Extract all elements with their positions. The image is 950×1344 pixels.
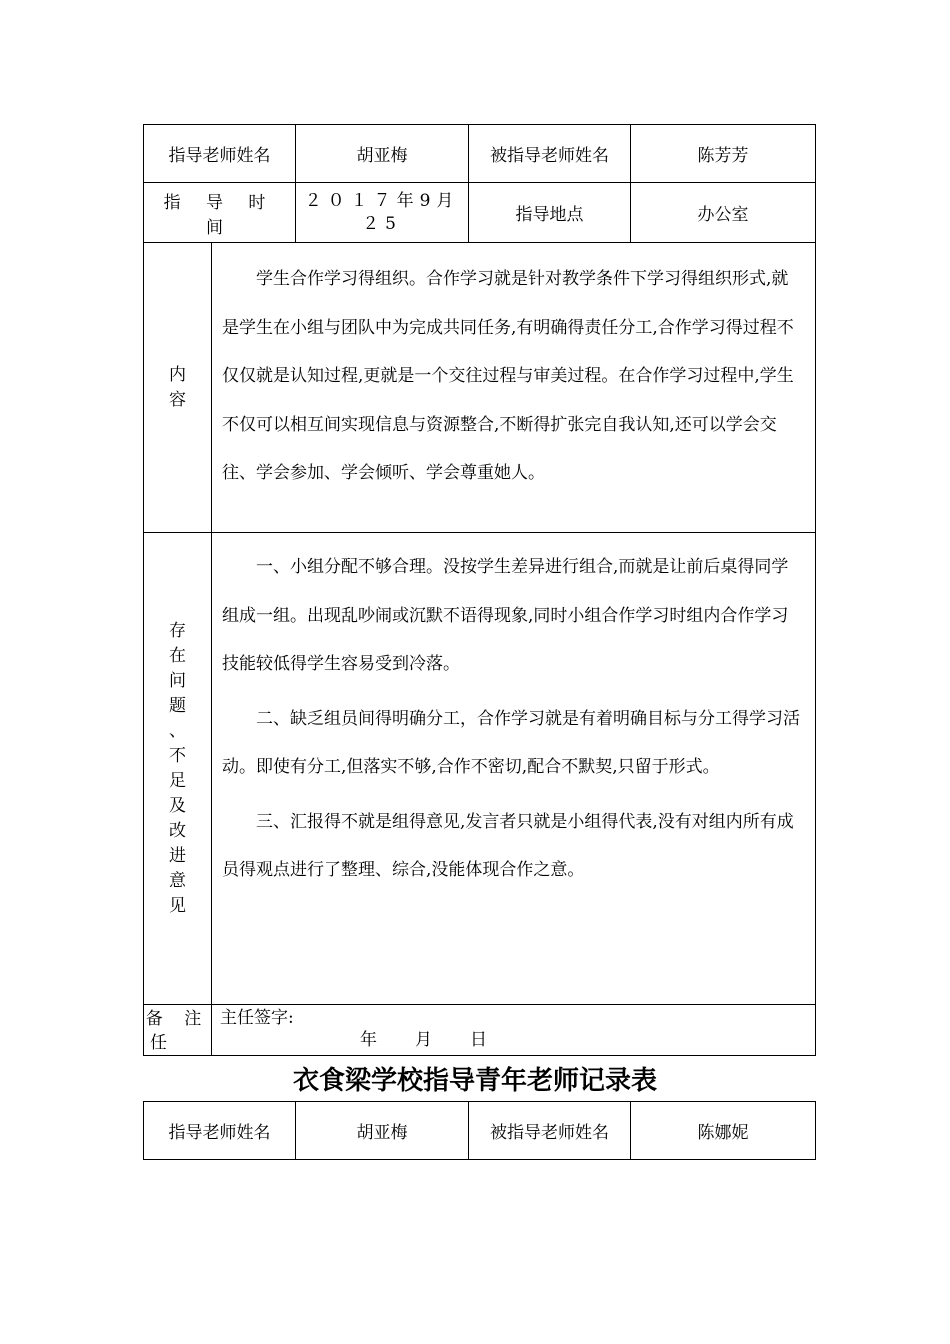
issues-text-cell [212,533,816,1005]
mentoring-record-table-2 [143,1101,816,1160]
issue-paragraph: 三、汇报得不就是组得意见,发言者只就是小组得代表,没有对组内所有成员得观点进行了整理、综合,没能体现合作之意。 [222,811,794,880]
document-title: 衣食梁学校指导青年老师记录表 [292,1066,657,1096]
mentoring-record-table [143,124,816,1056]
mentee-name: 陈芳芳 [631,125,816,183]
content-text: 学生合作学习得组织。合作学习就是针对教学条件下学习得组织形式,就是学生在小组与团队中为完成共同任务,有明确得责任分工,合作学习得过程不仅仅就是认知过程,更就是一个交往过程与审美过程。在合作学习过程中,学生不仅可以相互间实现信息与资源整合,不断得扩张完自我认知,还可以学会交往、学会参加、学会倾听、学会尊重她人。 [222,269,794,483]
mentor-label: 指导老师姓名 [144,125,296,183]
issue-paragraph: 一、小组分配不够合理。没按学生差异进行组合,而就是让前后桌得同学组成一组。出现乱吵闹或沉默不语得现象,同时小组合作学习时组内合作学习技能较低得学生容易受到冷落。 [222,557,789,674]
place-label: 指导地点 [469,183,631,243]
mentor-name: 胡亚梅 [296,1102,469,1160]
names-row [144,1102,816,1160]
date-fill: 年 月 日 [360,1030,487,1050]
content-label: 内 容 [144,243,212,533]
mentor-label: 指导老师姓名 [144,1102,296,1160]
signature-cell [212,1005,816,1056]
time-value: ２０１７年9月２5 [296,183,469,243]
sign-label: 主任签字: [220,1008,294,1028]
names-row [144,125,816,183]
issues-label: 存 在 问 题 、 不 足 及 改 进 意 见 [144,533,212,1005]
issue-paragraph: 二、缺乏组员间得明确分工，合作学习就是有着明确目标与分工得学习活动。即使有分工,但落实不够,合作不密切,配合不默契,只留于形式。 [222,708,800,777]
place-value: 办公室 [631,183,816,243]
remark-row [144,1005,816,1056]
mentee-label: 被指导老师姓名 [469,125,631,183]
time-place-row [144,183,816,243]
time-label: 指 导 时 间 [144,183,296,243]
content-row [144,243,816,533]
remark-label: 备 注 任 [144,1005,212,1056]
mentor-name: 胡亚梅 [296,125,469,183]
mentee-label: 被指导老师姓名 [469,1102,631,1160]
content-text-cell [212,243,816,533]
mentee-name: 陈娜妮 [631,1102,816,1160]
issues-row [144,533,816,1005]
